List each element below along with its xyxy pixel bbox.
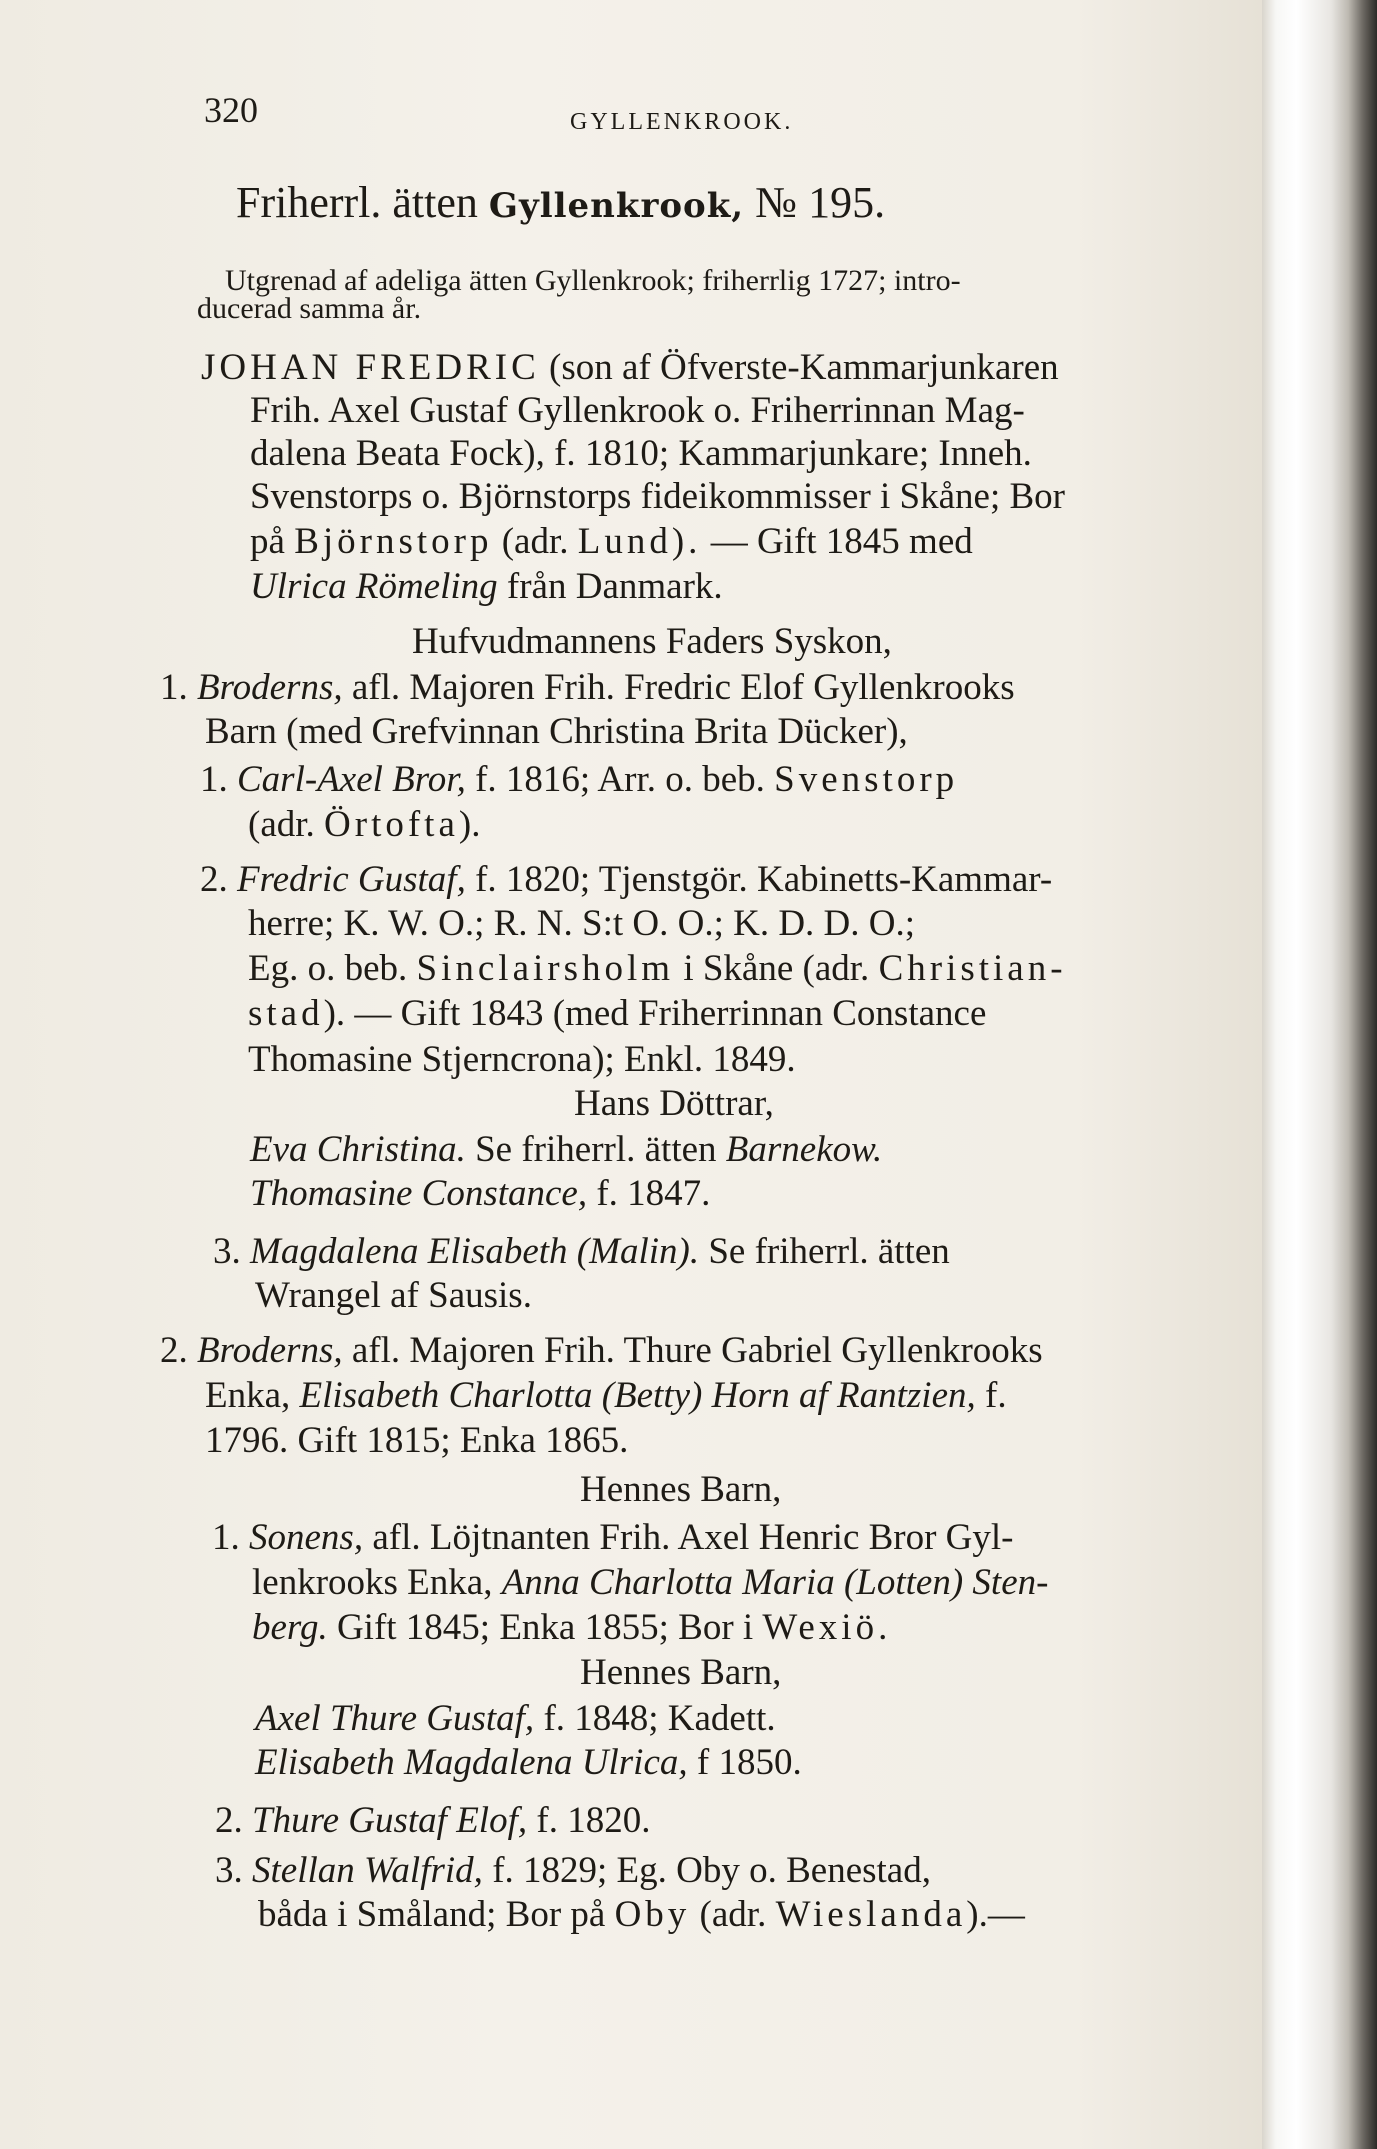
running-head: GYLLENKROOK. — [570, 109, 794, 135]
page-number: 320 — [204, 90, 258, 130]
grandchild-2 — [255, 1741, 802, 1785]
child-2-number: 2. — [200, 859, 228, 900]
grandchild-1 — [255, 1697, 776, 1741]
brother-2-number: 2. — [160, 1330, 188, 1371]
child-1-number: 1. — [200, 759, 228, 800]
daughter-2 — [250, 1172, 710, 1216]
child-2-line-3 — [248, 947, 1067, 991]
son-1-line-1 — [212, 1516, 1014, 1560]
child-1-line-1 — [200, 758, 958, 802]
head-line-5-a: på — [250, 521, 285, 562]
child-1-line-2 — [248, 803, 480, 847]
family-name: Gyllenkrook, — [488, 186, 745, 226]
child-3-rest: Se friherrl. ätten — [708, 1231, 950, 1272]
brother-2-line-3: 1796. Gift 1815; Enka 1865. — [205, 1420, 629, 1461]
son-1-lead: Sonens, — [249, 1517, 364, 1558]
daughter-2-rest: f. 1847. — [596, 1173, 711, 1214]
child-3-name: Magdalena Elisabeth — [250, 1231, 568, 1272]
daughter-2-name: Thomasine Constance, — [250, 1173, 588, 1214]
head-line-4: Svenstorps o. Björnstorps fideikommisser i Skåne; Bor — [250, 476, 1065, 517]
head-estate: Björnstorp — [294, 521, 493, 562]
spouse-name: Ulrica Römeling — [250, 566, 498, 607]
head-line-2: Frih. Axel Gustaf Gyllenkrook o. Friherrinnan Mag- — [250, 390, 1025, 431]
child-1-name: Carl-Axel Bror, — [237, 759, 466, 800]
grandchild-1-name: Axel Thure Gustaf, — [255, 1698, 535, 1739]
brother-2-rest: afl. Majoren Frih. Thure Gabriel Gyllenkrooks — [351, 1330, 1043, 1371]
brother-1-number: 1. — [160, 667, 188, 708]
brother-2-lead: Broderns, — [197, 1330, 343, 1371]
widow-name: Elisabeth Charlotta (Betty) Horn af Rantzien, — [299, 1375, 976, 1416]
brother-1-lead: Broderns, — [197, 667, 343, 708]
son-1-place: Wexiö. — [762, 1607, 892, 1648]
intro-line-2: ducerad samma år. — [197, 292, 422, 325]
son-1-line-3 — [252, 1606, 891, 1650]
head-line-1 — [201, 346, 1059, 390]
child-2-line-3-c: i Skåne (adr. — [683, 948, 870, 989]
son-2-rest: f. 1820. — [536, 1800, 651, 1841]
son-3-line-1 — [215, 1849, 931, 1893]
son-1-rest: afl. Löjtnanten Frih. Axel Henric Bror Gyl- — [372, 1517, 1014, 1558]
child-3-line-2: Wrangel af Sausis. — [255, 1275, 532, 1316]
son-3-line-2 — [258, 1893, 1025, 1937]
child-2-rest: f. 1820; Tjenstgör. Kabinetts-Kammar- — [475, 859, 1053, 900]
child-2-line-3-a: Eg. o. beb. — [248, 948, 408, 989]
son-1-line-3-b: Gift 1845; Enka 1855; Bor i — [336, 1607, 754, 1648]
book-gutter — [1262, 0, 1377, 2149]
son-1-widow-name: Anna Charlotta Maria (Lotten) Sten- — [501, 1562, 1049, 1603]
head-line-1-rest: (son af Öfverste-Kammarjunkaren — [549, 347, 1059, 388]
head-line-5-e: — Gift 1845 med — [710, 521, 973, 562]
section-heading-2: Hans Döttrar, — [574, 1083, 774, 1124]
son-3-line-2-a: båda i Småland; Bor på — [258, 1894, 606, 1935]
brother-1-line-2: Barn (med Grefvinnan Christina Brita Dücker), — [205, 711, 908, 752]
son-3-city: Wieslanda — [775, 1894, 967, 1935]
section-heading-4: Hennes Barn, — [580, 1652, 782, 1693]
son-1-line-2 — [252, 1561, 1048, 1605]
section-heading-1: Hufvudmannens Faders Syskon, — [412, 621, 892, 662]
child-3-line-1 — [213, 1230, 950, 1274]
son-1-line-3-a: berg. — [252, 1607, 328, 1648]
daughter-1-ref: Barnekow. — [725, 1129, 883, 1170]
daughter-1 — [250, 1128, 882, 1172]
head-line-5-c: (adr. — [501, 521, 569, 562]
child-2-line-1 — [200, 858, 1052, 902]
son-1-number: 1. — [212, 1517, 240, 1558]
son-3-number: 3. — [215, 1850, 243, 1891]
family-number: № 195. — [755, 178, 886, 227]
daughter-1-rest: Se friherrl. ätten — [475, 1129, 717, 1170]
son-3-estate: Oby — [614, 1894, 691, 1935]
child-1-mid: f. 1816; Arr. o. beb. — [475, 759, 765, 800]
child-1-line-2-c: ). — [458, 804, 481, 845]
child-1-line-2-a: (adr. — [248, 804, 315, 845]
brother-2-line-2-a: Enka, — [205, 1375, 291, 1416]
head-line-6 — [250, 565, 723, 609]
son-3-rest: f. 1829; Eg. Oby o. Benestad, — [492, 1850, 931, 1891]
son-2 — [215, 1799, 650, 1843]
son-3-line-2-c: (adr. — [699, 1894, 767, 1935]
child-2-city: Christian- — [878, 948, 1067, 989]
grandchild-2-name: Elisabeth Magdalena Ulrica, — [255, 1742, 688, 1783]
child-2-line-4-b: ). — Gift 1843 (med Friherrinnan Constance — [323, 993, 987, 1034]
child-1-address: Örtofta — [324, 804, 459, 845]
child-2-name: Fredric Gustaf, — [237, 859, 466, 900]
son-3-name: Stellan Walfrid, — [252, 1850, 483, 1891]
grandchild-1-rest: f. 1848; Kadett. — [543, 1698, 776, 1739]
son-1-line-2-a: lenkrooks Enka, — [252, 1562, 493, 1603]
brother-1-line-1 — [160, 666, 1015, 710]
grandchild-2-rest: f 1850. — [696, 1742, 802, 1783]
head-line-5 — [250, 520, 973, 564]
son-2-name: Thure Gustaf Elof, — [252, 1800, 528, 1841]
child-1-place: Svenstorp — [774, 759, 959, 800]
brother-2-line-2 — [205, 1374, 1007, 1418]
intro-line-1: Utgrenad af adeliga ätten Gyllenkrook; friherrlig 1727; intro- — [225, 264, 961, 297]
son-2-number: 2. — [215, 1800, 243, 1841]
child-3-number: 3. — [213, 1231, 241, 1272]
head-line-3: dalena Beata Fock), f. 1810; Kammarjunkare; Inneh. — [250, 433, 1032, 474]
child-2-estate: Sinclairsholm — [416, 948, 675, 989]
brother-2-line-1 — [160, 1329, 1043, 1373]
child-2-line-5: Thomasine Stjerncrona); Enkl. 1849. — [248, 1039, 796, 1080]
brother-2-line-2-c: f. — [985, 1375, 1007, 1416]
head-person-name: JOHAN FREDRIC — [201, 347, 540, 388]
title-prefix: Friherrl. ätten — [236, 178, 478, 227]
head-line-6-b: från Danmark. — [506, 566, 723, 607]
page-title — [236, 178, 886, 228]
child-2-line-2: herre; K. W. O.; R. N. S:t O. O.; K. D. D. O.; — [248, 903, 916, 944]
daughter-1-name: Eva Christina. — [250, 1129, 466, 1170]
brother-1-rest: afl. Majoren Frih. Fredric Elof Gyllenkrooks — [351, 667, 1015, 708]
section-heading-3: Hennes Barn, — [580, 1469, 782, 1510]
child-2-city-end: stad — [248, 993, 324, 1034]
son-3-line-2-e: ).— — [966, 1894, 1025, 1935]
head-city: Lund). — [577, 521, 702, 562]
child-3-nick: (Malin). — [576, 1231, 700, 1272]
child-2-line-4 — [248, 992, 986, 1036]
